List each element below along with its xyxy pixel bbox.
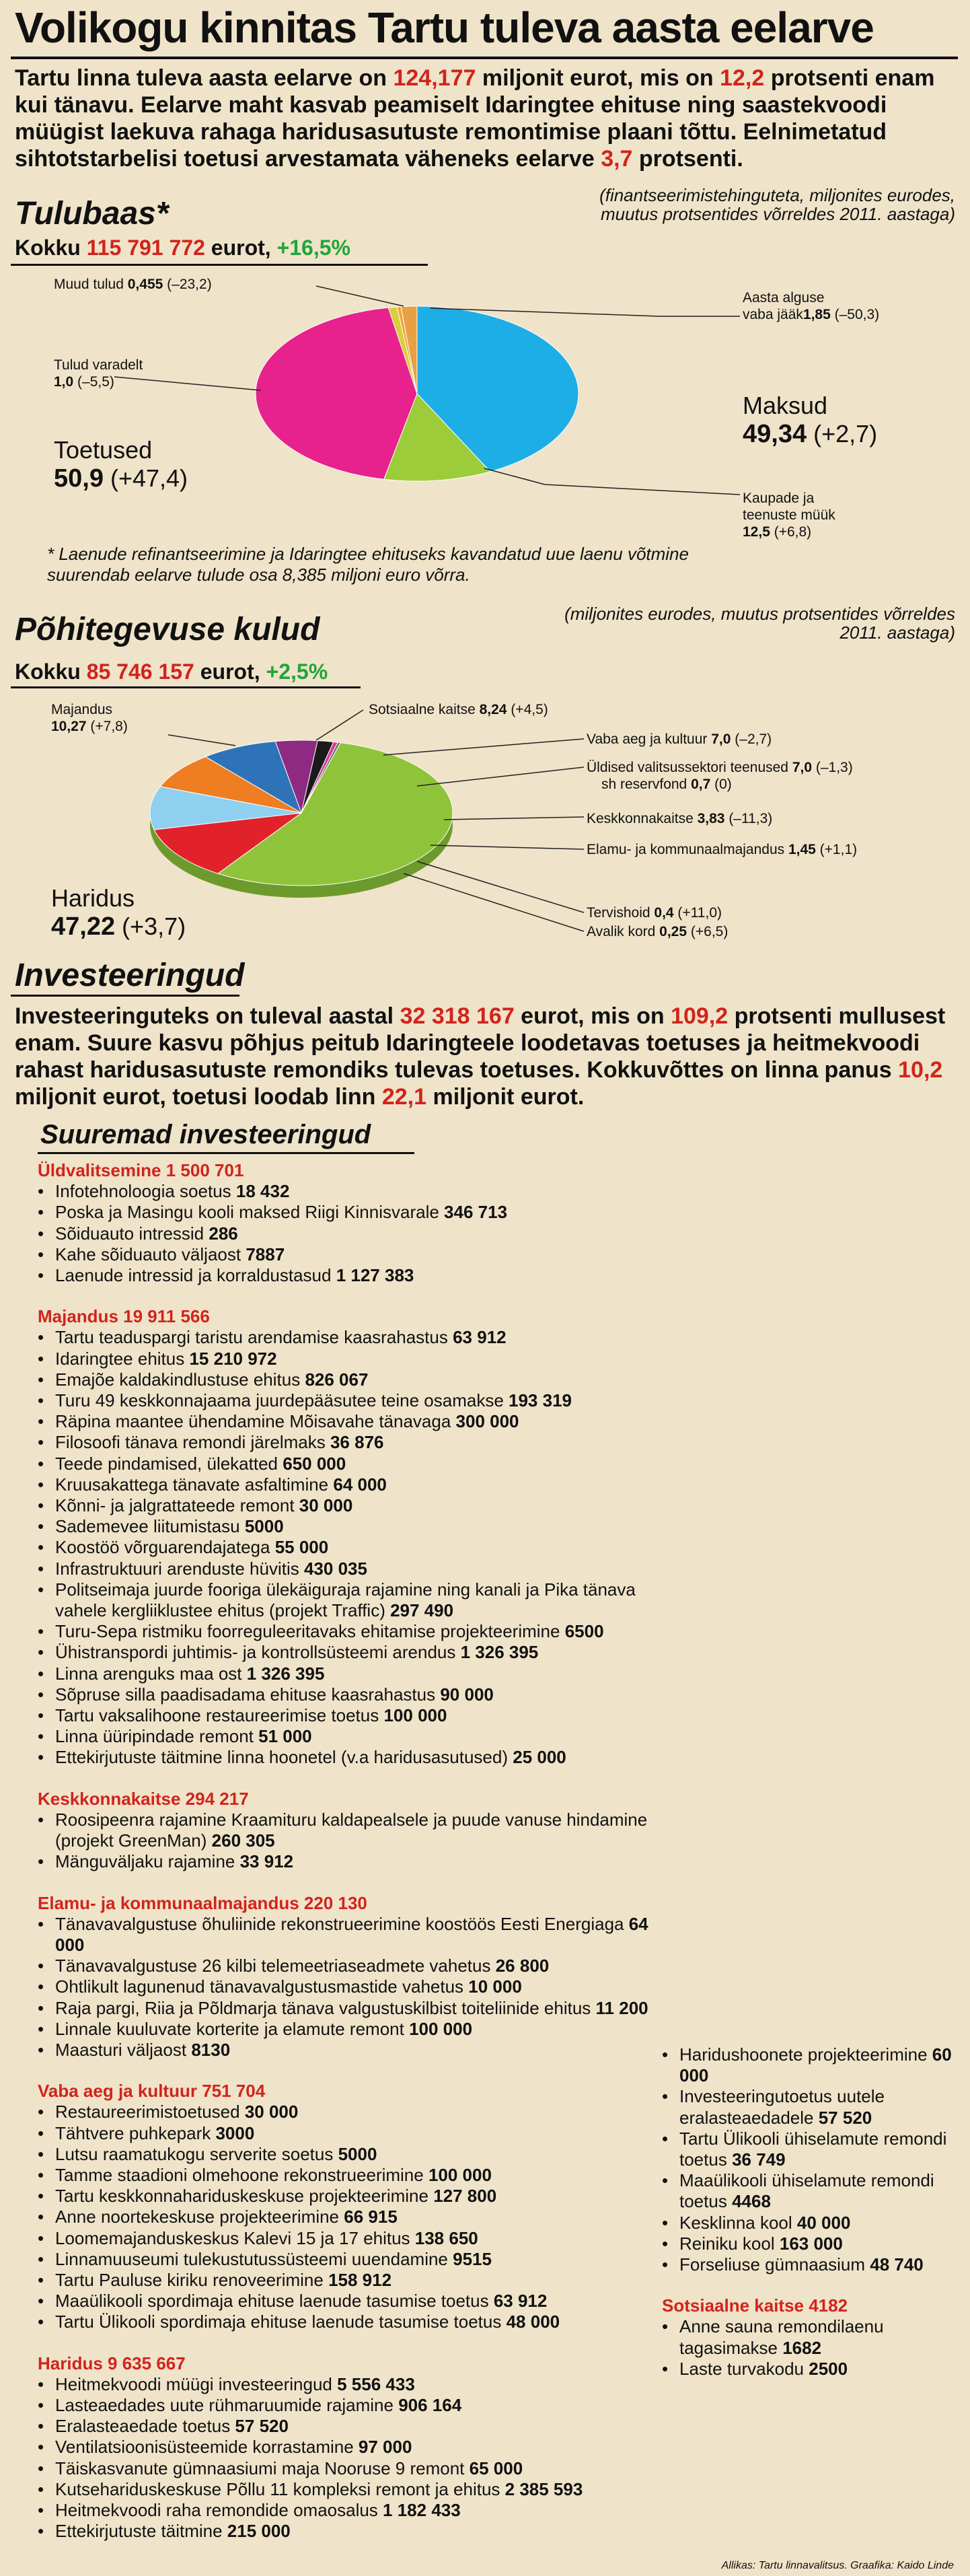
investment-item-value: 8130 <box>191 2039 231 2060</box>
intro-segment: miljonit eurot, mis on <box>476 65 720 91</box>
investment-item-name: Haridushoonete projekteerimine <box>679 2044 932 2065</box>
investment-item-value: 5000 <box>338 2143 377 2164</box>
intro-segment: protsenti. <box>632 146 743 172</box>
investment-item-name: Turu 49 keskkonnajaama juurdepääsutee teine osamakse <box>55 1390 509 1411</box>
investments.text-segment: 10,2 <box>898 1057 943 1083</box>
intro-segment: 12,2 <box>720 65 765 91</box>
income-pie-chart <box>256 306 579 481</box>
label-toetused: Toetused 50,9 (+47,4) <box>54 436 188 493</box>
leader-line <box>484 468 740 495</box>
investment-item-value: 5 556 433 <box>337 2373 415 2394</box>
investment-item-name: Raja pargi, Riia ja Põldmarja tänava valgustuskilbist toiteliinide ehitus <box>55 1997 596 2018</box>
investment-item-name: Heitmekvoodi müügi investeeringud <box>55 2373 338 2394</box>
investment-item-value: 7887 <box>246 1244 285 1264</box>
income-heading: Tulubaas* <box>15 196 169 231</box>
investment-item-value: 25 000 <box>513 1747 566 1768</box>
investments.text-segment: miljonit eurot, toetusi loodab linn <box>15 1084 382 1110</box>
investment-item-name: Idaringtee ehitus <box>55 1348 190 1369</box>
label-muud-tulud: Muud tulud 0,455 (–23,2) <box>54 277 212 292</box>
investment-item-value: 3000 <box>215 2122 255 2143</box>
investment-item-name: Heitmekvoodi raha remondide omaosalus <box>55 2499 383 2520</box>
investment-item-name: Tartu Pauluse kiriku renoveerimine <box>55 2269 329 2290</box>
investment-item-name: Poska ja Masingu kooli maksed Riigi Kinnisvarale <box>55 1202 445 1223</box>
investment-item-name: Räpina maantee ühendamine Mõisavahe tänavaga <box>55 1411 456 1432</box>
investment-item-name: Investeeringutoetus uutele eralasteaedadele <box>679 2086 885 2128</box>
investment-group-title: Vaba aeg ja kultuur 751 704 <box>38 2081 266 2102</box>
investment-item-name: Kahe sõiduauto väljaost <box>55 1244 246 1264</box>
investment-item-name: Ventilatsioonisüsteemide korrastamine <box>55 2437 359 2458</box>
investment-item-value: 10 000 <box>468 1976 522 1997</box>
label-kaubad-teenused: Kaupade ja teenuste müük 12,5 (+6,8) <box>743 491 835 540</box>
investment-item-value: 100 000 <box>409 2018 473 2039</box>
investment-item-name: Restaureerimistoetused <box>55 2102 245 2122</box>
investment-item-name: Tartu teaduspargi taristu arendamise kaasrahastus <box>55 1327 453 1348</box>
leader-line <box>316 710 363 740</box>
investment-item-value: 260 305 <box>211 1830 275 1851</box>
investment-item-value: 63 912 <box>453 1327 507 1348</box>
intro-segment: 124,177 <box>393 65 476 91</box>
investment-item-name: Tänavavalgustuse 26 kilbi telemeetriaseadmete vahetus <box>55 1956 496 1976</box>
investment-item-name: Anne sauna remondilaenu tagasimakse <box>679 2316 884 2358</box>
investments.text-segment: 22,1 <box>381 1084 427 1110</box>
investment-item-name: Täiskasvanute gümnaasiumi maja Nooruse 9 remont <box>55 2458 470 2478</box>
investment-item-value: 2500 <box>809 2358 848 2379</box>
investment-group-title: Haridus 9 635 667 <box>38 2353 186 2373</box>
investment-item-name: Filosoofi tänava remondi järelmaks <box>55 1432 330 1453</box>
investment-item-value: 100 000 <box>428 2164 492 2185</box>
investment-item-value: 430 035 <box>303 1558 367 1579</box>
intro-segment: 3,7 <box>601 146 633 172</box>
investment-group-title: Majandus 19 911 566 <box>38 1306 210 1327</box>
investment-item-name: Sademevee liitumistasu <box>55 1516 245 1537</box>
source-credit: Allikas: Tartu linnavalitsus. Graafika: Kaido Linde <box>721 2560 954 2571</box>
investment-item-value: 48 740 <box>870 2254 924 2275</box>
leader-line <box>417 767 584 786</box>
investment-item-name: Ettekirjutuste täitmine linna hoonetel (v.a haridusasutused) <box>55 1747 513 1768</box>
investment-item-value: 127 800 <box>433 2186 497 2207</box>
investment-item-name: Reiniku kool <box>679 2233 780 2254</box>
investment-item-value: 64 000 <box>333 1474 387 1495</box>
label-majandus: Majandus 10,27 (+7,8) <box>51 702 128 734</box>
investment-item-name: Linnale kuuluvate korterite ja elamute remont <box>55 2018 410 2039</box>
investment-item-name: Tartu keskkonnahariduskeskuse projekteerimine <box>55 2186 434 2207</box>
investment-item-value: 64 000 <box>55 1913 648 1955</box>
investment-item-name: Eralasteaedade toetus <box>55 2416 235 2437</box>
expense-pie-chart <box>150 740 453 898</box>
investment-item-value: 65 000 <box>469 2458 523 2478</box>
investment-item-name: Tartu vaksalihoone restaureerimise toetus <box>55 1705 384 1726</box>
investments.text-segment: miljonit eurot. <box>426 1084 585 1110</box>
investment-item-name: Tartu Ülikooli spordimaja ehituse laenude tasumise toetus <box>55 2312 507 2332</box>
investment-item-value: 57 520 <box>235 2416 289 2437</box>
investment-item-value: 55 000 <box>274 1537 329 1558</box>
investment-item-name: Infrastruktuuri arenduste hüvitis <box>55 1558 304 1579</box>
investment-item-name: Lasteaedades uute rühmaruumide rajamine <box>55 2394 399 2415</box>
investment-item-value: 11 200 <box>595 1997 648 2018</box>
investment-item-value: 826 067 <box>305 1369 369 1390</box>
label-tervishoid: Tervishoid 0,4 (+11,0) <box>587 905 722 921</box>
label-avalik-kord: Avalik kord 0,25 (+6,5) <box>587 924 729 939</box>
investment-item-name: Laste turvakodu <box>679 2358 809 2379</box>
investment-item-name: Maaülikooli spordimaja ehituse laenude tasumise toetus <box>55 2291 494 2312</box>
investment-item-value: 18 432 <box>235 1181 290 1202</box>
investment-item-name: Linna arenguks maa ost <box>55 1663 247 1684</box>
investment-item-name: Kutsehariduskeskuse Põllu 11 kompleksi remont ja ehitus <box>55 2478 505 2499</box>
investment-item-value: 193 319 <box>509 1390 572 1411</box>
investments.text-segment: protsenti mullusest enam. Suure kasvu põhjus peitub Idaringteele loodetavas toetuses ja heitmekvoodi rahast haridusasutuste remondiks tulevas toetuses. Kokkuvõttes on linna panus <box>15 1003 946 1083</box>
investment-item-value: 1 326 395 <box>460 1642 539 1663</box>
investment-item-value: 15 210 972 <box>189 1348 277 1369</box>
investment-item-name: Emajõe kaldakindlustuse ehitus <box>55 1369 305 1390</box>
investments-heading: Investeeringud <box>15 958 245 993</box>
expense-total: Kokku 85 746 157 eurot, +2,5% <box>15 659 328 684</box>
investment-item-value: 5000 <box>244 1516 284 1537</box>
investment-item-name: Linna üüripindade remont <box>55 1726 259 1747</box>
investment-item-name: Laenude intressid ja korraldustasud <box>55 1265 336 1286</box>
investment-item-name: Koostöö võrguarendajatega <box>55 1537 275 1558</box>
leader-line <box>316 286 404 306</box>
income-total: Kokku 115 791 772 eurot, +16,5% <box>15 236 350 260</box>
leader-line <box>114 377 261 390</box>
leader-line <box>444 817 584 820</box>
investment-item-value: 36 749 <box>732 2149 786 2170</box>
label-haridus: Haridus 47,22 (+3,7) <box>51 884 186 941</box>
investment-item-value: 346 713 <box>444 1202 508 1223</box>
investment-group-title: Keskkonnakaitse 294 217 <box>38 1788 249 1809</box>
label-vaba-aeg: Vaba aeg ja kultuur 7,0 (–2,7) <box>587 731 772 747</box>
investment-item-value: 6500 <box>564 1621 604 1642</box>
label-tulud-varadelt: Tulud varadelt 1,0 (–5,5) <box>54 357 143 390</box>
investment-item-name: Politseimaja juurde fooriga ülekäiguraja rajamine ning kanali ja Pika tänava vahele kergliiklustee ehitus (projekt Traffic) <box>55 1579 636 1621</box>
intro-segment: protsenti enam kui tänavu. Eelarve maht kasvab peamiselt Idaringtee ehituse ning saastekvoodi müügist laekuva rahaga haridusasutuste remontimise plaani tõttu. Eelnimetatud sihtotstarbelisi toetusi arvestamata väheneks eelarve <box>15 65 935 172</box>
investment-item-value: 9515 <box>453 2248 492 2269</box>
leader-line <box>404 873 584 931</box>
investment-item-value: 60 000 <box>679 2044 952 2086</box>
investment-item-value: 30 000 <box>299 1495 353 1516</box>
investment-item-value: 4468 <box>732 2191 771 2212</box>
investment-item-name: Tänavavalgustuse õhuliinide rekonstrueerimine koostöös Eesti Energiaga <box>55 1913 629 1934</box>
income-footnote: * Laenude refinantseerimine ja Idaringtee ehituseks kavandatud uue laenu võtmine suurendab eelarve tulude osa 8,385 miljoni euro võrra. <box>47 544 689 585</box>
investment-group-title: Sotsiaalne kaitse 4182 <box>662 2295 848 2316</box>
investment-item-value: 215 000 <box>227 2521 291 2542</box>
income-note: (finantseerimistehinguteta, miljonites eurodes, muutus protsentides võrreldes 2011. aastaga) <box>599 185 955 224</box>
investment-item-value: 26 800 <box>495 1956 550 1976</box>
investment-item-name: Sõiduauto intressid <box>55 1223 209 1244</box>
investments-subheading: Suuremad investeeringud <box>40 1120 371 1149</box>
leader-line <box>431 845 584 849</box>
label-elamu: Elamu- ja kommunaalmajandus 1,45 (+1,1) <box>587 842 858 857</box>
investments.text-segment: eurot, mis on <box>514 1003 671 1029</box>
investment-item-name: Roosipeenra rajamine Kraamituru kaldapealsele ja puude vanuse hindamine (projekt GreenMan) <box>55 1809 648 1851</box>
investment-item-name: Ettekirjutuste täitmine <box>55 2521 227 2542</box>
investment-item-value: 57 520 <box>818 2107 872 2128</box>
investment-item-name: Maaülikooli ühiselamute remondi toetus <box>679 2170 934 2212</box>
investment-item-value: 297 490 <box>390 1600 454 1621</box>
investment-item-value: 1 326 395 <box>246 1663 325 1684</box>
investment-item-value: 1 127 383 <box>336 1265 414 1286</box>
investment-item-name: Sõpruse silla paadisadama ehituse kaasrahastus <box>55 1684 441 1705</box>
investments.text-segment: Investeeringuteks on tuleval aastal <box>15 1003 400 1029</box>
investment-item-name: Tartu Ülikooli ühiselamute remondi toetus <box>679 2128 947 2170</box>
investment-item-value: 100 000 <box>383 1705 447 1726</box>
investment-item-name: Tamme staadioni olmehoone rekonstrueerimine <box>55 2164 428 2185</box>
label-keskkonnakaitse: Keskkonnakaitse 3,83 (–11,3) <box>587 811 773 826</box>
intro-segment: Tartu linna tuleva aasta eelarve on <box>15 65 394 91</box>
investment-item-name: Tähtvere puhkepark <box>55 2122 216 2143</box>
investment-item-name: Kesklinna kool <box>679 2212 797 2233</box>
investments.text-segment: 32 318 167 <box>400 1003 515 1029</box>
label-maksud: Maksud 49,34 (+2,7) <box>743 392 878 448</box>
investment-item-value: 36 876 <box>330 1432 384 1453</box>
investment-item-value: 138 650 <box>414 2227 478 2248</box>
investment-item-name: Anne noortekeskuse projekteerimine <box>55 2207 344 2227</box>
leader-line <box>168 735 235 746</box>
investment-item-value: 66 915 <box>344 2207 398 2227</box>
investment-item-name: Ühistranspordi juhtimis- ja kontrollsüsteemi arendus <box>55 1642 461 1663</box>
investment-item-value: 286 <box>209 1223 238 1244</box>
investment-item-name: Linnamuuseumi tulekustutussüsteemi uuendamine <box>55 2248 453 2269</box>
investment-item-value: 2 385 593 <box>505 2478 583 2499</box>
leader-line <box>383 739 584 755</box>
investment-item-value: 163 000 <box>779 2233 843 2254</box>
investment-item-name: Forseliuse gümnaasium <box>679 2254 870 2275</box>
investment-item-name: Turu-Sepa ristmiku foorreguleeritavaks ehitamise projekteerimine <box>55 1621 565 1642</box>
investment-item-name: Maasturi väljaost <box>55 2039 192 2060</box>
investment-item-name: Loomemajanduskeskus Kalevi 15 ja 17 ehitus <box>55 2227 415 2248</box>
investment-item-value: 40 000 <box>796 2212 851 2233</box>
investment-item-name: Kõnni- ja jalgrattateede remont <box>55 1495 299 1516</box>
investment-item-value: 300 000 <box>455 1411 519 1432</box>
label-vaba-jaak: Aasta alguse vaba jääk1,85 (–50,3) <box>743 290 880 322</box>
investment-item-name: Kruusakattega tänavate asfaltimine <box>55 1474 334 1495</box>
investment-item-name: Infotehnoloogia soetus <box>55 1181 236 1202</box>
investment-item-value: 158 912 <box>328 2269 392 2290</box>
investments.text-segment: 109,2 <box>671 1003 729 1029</box>
investment-item-value: 97 000 <box>358 2437 412 2458</box>
investment-item-value: 1682 <box>782 2337 822 2358</box>
investment-item-value: 33 912 <box>239 1851 294 1872</box>
investment-group-title: Üldvalitsemine 1 500 701 <box>38 1160 244 1180</box>
expense-heading: Põhitegevuse kulud <box>15 612 320 647</box>
investment-item-value: 1 182 433 <box>383 2499 461 2520</box>
investment-item-name: Mänguväljaku rajamine <box>55 1851 240 1872</box>
label-uldised-teenused: Üldised valitsussektori teenused 7,0 (–1,3) sh reservfond 0,7 (0) <box>587 760 853 792</box>
investment-item-value: 30 000 <box>244 2102 299 2122</box>
pie-slice-toetused <box>256 308 417 479</box>
label-sotsiaalne-kaitse: Sotsiaalne kaitse 8,24 (+4,5) <box>369 702 548 717</box>
investment-item-value: 51 000 <box>258 1726 312 1747</box>
investment-item-value: 90 000 <box>440 1684 494 1705</box>
investment-item-value: 906 164 <box>398 2394 462 2415</box>
investment-item-name: Lutsu raamatukogu serverite soetus <box>55 2143 338 2164</box>
page-title: Volikogu kinnitas Tartu tuleva aasta eelarve <box>15 3 874 52</box>
expense-note: (miljonites eurodes, muutus protsentides võrreldes 2011. aastaga) <box>564 604 955 643</box>
investment-item-value: 650 000 <box>283 1453 346 1474</box>
investment-item-name: Ohtlikult lagunenud tänavavalgustusmastide vahetus <box>55 1976 469 1997</box>
investment-item-value: 63 912 <box>493 2291 548 2312</box>
investment-item-value: 48 000 <box>506 2312 560 2332</box>
investment-group-title: Elamu- ja kommunaalmajandus 220 130 <box>38 1892 367 1913</box>
investment-item-name: Teede pindamised, ülekatted <box>55 1453 283 1474</box>
